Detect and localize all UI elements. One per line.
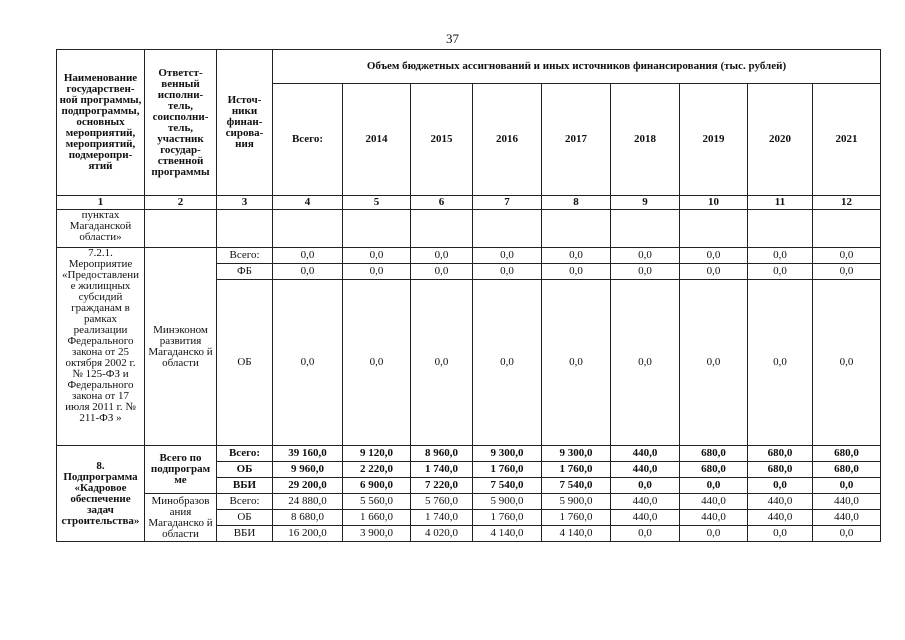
source-cell: Всего: <box>217 494 273 510</box>
header-executor: Ответст-венный исполни-тель, соисполни-тель, участник государ-ственной программы <box>145 50 217 196</box>
value-cell: 5 560,0 <box>343 494 411 510</box>
value-cell: 0,0 <box>473 280 542 446</box>
value-cell: 1 760,0 <box>473 510 542 526</box>
source-cell: Всего: <box>217 248 273 264</box>
value-cell: 440,0 <box>680 494 748 510</box>
header-year: 2020 <box>748 84 813 196</box>
column-number: 12 <box>813 196 881 210</box>
value-cell: 7 220,0 <box>411 478 473 494</box>
value-cell: 0,0 <box>680 248 748 264</box>
value-cell: 0,0 <box>680 280 748 446</box>
value-cell: 0,0 <box>273 264 343 280</box>
value-cell: 9 120,0 <box>343 446 411 462</box>
value-cell: 7 540,0 <box>542 478 611 494</box>
header-year: 2018 <box>611 84 680 196</box>
value-cell: 5 900,0 <box>542 494 611 510</box>
column-number: 4 <box>273 196 343 210</box>
value-cell: 440,0 <box>748 494 813 510</box>
value-cell: 8 960,0 <box>411 446 473 462</box>
value-cell: 680,0 <box>813 446 881 462</box>
value-cell: 0,0 <box>542 248 611 264</box>
column-number: 1 <box>57 196 145 210</box>
value-cell: 7 540,0 <box>473 478 542 494</box>
value-cell: 0,0 <box>611 248 680 264</box>
value-cell: 0,0 <box>411 264 473 280</box>
measure-name: 7.2.1. Мероприятие «Предоставлени е жилищных субсидий гражданам в рамках реализации Федерального закона от 25 октября 2002 г. № 125-ФЗ и Федерального закона от 17 июля 2011 г. № 211-ФЗ » <box>57 248 145 446</box>
value-cell: 24 880,0 <box>273 494 343 510</box>
value-cell: 0,0 <box>748 280 813 446</box>
value-cell: 440,0 <box>611 510 680 526</box>
value-cell: 1 760,0 <box>542 462 611 478</box>
header-year: 2017 <box>542 84 611 196</box>
value-cell: 5 900,0 <box>473 494 542 510</box>
subprogram-total-label: Всего по подпрограм ме <box>145 446 217 494</box>
header-year: 2021 <box>813 84 881 196</box>
value-cell: 4 140,0 <box>473 526 542 542</box>
value-cell: 680,0 <box>680 462 748 478</box>
value-cell: 39 160,0 <box>273 446 343 462</box>
source-cell: ВБИ <box>217 478 273 494</box>
value-cell: 440,0 <box>611 462 680 478</box>
value-cell: 680,0 <box>748 462 813 478</box>
value-cell: 0,0 <box>680 264 748 280</box>
value-cell: 1 740,0 <box>411 510 473 526</box>
value-cell: 0,0 <box>748 478 813 494</box>
source-cell: ОБ <box>217 510 273 526</box>
column-number: 5 <box>343 196 411 210</box>
header-name: Наименование государствен-ной программы, подпрограммы, основных мероприятий, мероприятий, подмеропри-ятий <box>57 50 145 196</box>
value-cell: 0,0 <box>542 264 611 280</box>
value-cell: 440,0 <box>680 510 748 526</box>
value-cell: 0,0 <box>542 280 611 446</box>
continuation-text: пунктах Магаданской области» <box>57 210 145 248</box>
value-cell: 0,0 <box>813 248 881 264</box>
value-cell: 680,0 <box>813 462 881 478</box>
subprogram-executor: Минобразов ания Магаданско й области <box>145 494 217 542</box>
header-year: 2015 <box>411 84 473 196</box>
value-cell: 680,0 <box>748 446 813 462</box>
column-number: 6 <box>411 196 473 210</box>
value-cell: 0,0 <box>411 248 473 264</box>
value-cell: 0,0 <box>611 478 680 494</box>
value-cell: 29 200,0 <box>273 478 343 494</box>
value-cell: 0,0 <box>611 526 680 542</box>
value-cell: 440,0 <box>611 446 680 462</box>
value-cell: 440,0 <box>813 494 881 510</box>
value-cell: 440,0 <box>813 510 881 526</box>
value-cell: 0,0 <box>273 280 343 446</box>
value-cell: 440,0 <box>748 510 813 526</box>
value-cell: 0,0 <box>473 248 542 264</box>
value-cell: 16 200,0 <box>273 526 343 542</box>
subprogram-name: 8. Подпрограмма «Кадровое обеспечение задач строительства» <box>57 446 145 542</box>
header-source: Источ-ники финан-сирова-ния <box>217 50 273 196</box>
budget-table <box>56 49 881 542</box>
value-cell: 0,0 <box>813 280 881 446</box>
column-number: 11 <box>748 196 813 210</box>
value-cell: 4 140,0 <box>542 526 611 542</box>
value-cell: 0,0 <box>813 478 881 494</box>
value-cell: 0,0 <box>343 264 411 280</box>
value-cell: 1 660,0 <box>343 510 411 526</box>
value-cell: 1 760,0 <box>473 462 542 478</box>
measure-executor: Минэконом развития Магаданско й области <box>145 248 217 446</box>
value-cell: 4 020,0 <box>411 526 473 542</box>
value-cell: 0,0 <box>273 248 343 264</box>
value-cell: 0,0 <box>813 526 881 542</box>
header-year: 2016 <box>473 84 542 196</box>
header-year: 2019 <box>680 84 748 196</box>
value-cell: 0,0 <box>343 280 411 446</box>
value-cell: 0,0 <box>411 280 473 446</box>
header-volume: Объем бюджетных ассигнований и иных источников финансирования (тыс. рублей) <box>273 50 881 84</box>
value-cell: 9 300,0 <box>473 446 542 462</box>
value-cell: 0,0 <box>680 526 748 542</box>
source-cell: ВБИ <box>217 526 273 542</box>
value-cell: 0,0 <box>748 526 813 542</box>
column-number: 8 <box>542 196 611 210</box>
source-cell: ОБ <box>217 280 273 446</box>
value-cell: 2 220,0 <box>343 462 411 478</box>
value-cell: 3 900,0 <box>343 526 411 542</box>
value-cell: 0,0 <box>611 280 680 446</box>
header-total: Всего: <box>273 84 343 196</box>
value-cell: 0,0 <box>748 248 813 264</box>
source-cell: Всего: <box>217 446 273 462</box>
value-cell: 440,0 <box>611 494 680 510</box>
value-cell: 680,0 <box>680 446 748 462</box>
column-number: 7 <box>473 196 542 210</box>
source-cell: ОБ <box>217 462 273 478</box>
value-cell: 8 680,0 <box>273 510 343 526</box>
column-number: 3 <box>217 196 273 210</box>
page-number: 37 <box>446 31 459 46</box>
source-cell: ФБ <box>217 264 273 280</box>
column-number: 10 <box>680 196 748 210</box>
value-cell: 0,0 <box>343 248 411 264</box>
column-number: 2 <box>145 196 217 210</box>
column-number: 9 <box>611 196 680 210</box>
value-cell: 9 300,0 <box>542 446 611 462</box>
value-cell: 0,0 <box>680 478 748 494</box>
value-cell: 6 900,0 <box>343 478 411 494</box>
value-cell: 0,0 <box>748 264 813 280</box>
value-cell: 1 740,0 <box>411 462 473 478</box>
header-year: 2014 <box>343 84 411 196</box>
value-cell: 0,0 <box>611 264 680 280</box>
value-cell: 1 760,0 <box>542 510 611 526</box>
value-cell: 9 960,0 <box>273 462 343 478</box>
value-cell: 0,0 <box>473 264 542 280</box>
value-cell: 5 760,0 <box>411 494 473 510</box>
value-cell: 0,0 <box>813 264 881 280</box>
